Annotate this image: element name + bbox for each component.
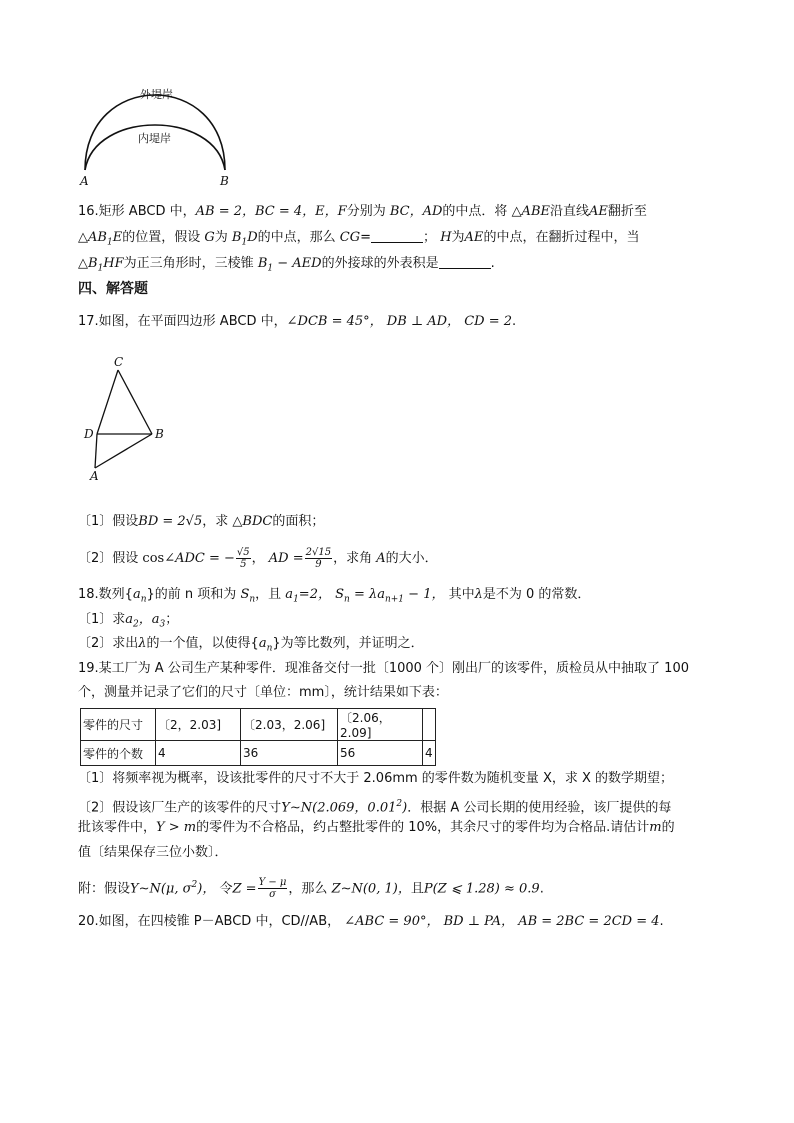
fraction-2sqrt15-over-9: $\frac{2√15}{9}$	[305, 547, 332, 570]
vertex-d-label: D	[84, 427, 94, 441]
table-cell: 零件的个数	[81, 741, 156, 766]
fraction-standardization: $\frac{Y - \mu}{\sigma}$	[258, 877, 287, 901]
q19-line2: 个，测量并记录了它们的尺寸〔单位：mm〕，统计结果如下表：	[78, 685, 448, 700]
edge-ab	[95, 434, 152, 468]
table-row	[81, 741, 436, 766]
outer-embankment-label: 外堤岸	[140, 88, 173, 101]
q19-part2-line1: 〔2〕假设该厂生产的该零件的尺寸Y∼N(2.069，0.01$^2$)．根据 A 公司长期的使用经验，该厂提供的每	[78, 799, 672, 816]
q17-part1: 〔1〕假设BD = 2√5，求 △BDC的面积；	[78, 514, 325, 529]
table-cell	[423, 709, 436, 741]
q19-part2-line3: 值〔结果保存三位小数〕．	[78, 845, 228, 860]
table-cell: 4	[156, 741, 241, 766]
q16-line2: $\triangle AB_1E$的位置，假设 G为 $B_1D$的中点，那么 CG= ； H为AE的中点，在翻折过程中，当	[78, 230, 640, 248]
point-b-label: B	[220, 174, 229, 188]
table-cell: 〔2.06，2.09]	[338, 709, 423, 741]
edge-cd	[97, 370, 118, 434]
section-heading: 四、解答题	[78, 281, 148, 297]
table-row	[81, 709, 436, 741]
q18-stem: 18.数列$\{a_n\}$的前 n 项和为 $S_n$，且 $a_1=2$， $S_n = \lambda a_{n+1} - 1$， 其中λ是不为 0 的常数．	[78, 587, 591, 605]
q16-line1: 16.矩形 ABCD 中，AB = 2，BC = 4，E，F分别为 BC，AD的中点．将 △ABE沿直线AE翻折至	[78, 204, 647, 219]
table-cell: 零件的尺寸	[81, 709, 156, 741]
size-frequency-table	[80, 708, 436, 766]
q18-part2: 〔2〕求出λ的一个值，以使得$\{a_n\}$为等比数列，并证明之．	[78, 636, 424, 654]
q19-line1: 19.某工厂为 A 公司生产某种零件．现准备交付一批〔1000 个〕刚出厂的该零件，质检员从中抽取了 100	[78, 661, 689, 676]
edge-cb	[118, 370, 152, 434]
q17-stem: 17.如图，在平面四边形 ABCD 中，∠DCB = 45°， DB ⊥ AD， CD = 2.	[78, 314, 517, 329]
q17-part2: 〔2〕假设 cos∠ADC = − $\frac{√5}{5}$ ， AD = $\frac{2√15}{9}$ ，求角 A的大小．	[78, 547, 438, 570]
q19-note: 附：假设Y∼N(μ, $\sigma^2$)， 令Z = $\frac{Y - \mu}{\sigma}$ ，那么 Z∼N(0, 1)，且P(Z ⩽ 1.28) ≈ 0.9.	[78, 877, 544, 901]
table-cell: 〔2.03，2.06]	[241, 709, 338, 741]
edge-da	[95, 434, 97, 468]
q18-part1: 〔1〕求$a_2$，$a_3$；	[78, 612, 179, 630]
table-cell: 56	[338, 741, 423, 766]
q19-part1: 〔1〕将频率视为概率，设该批零件的尺寸不大于 2.06mm 的零件数为随机变量 X，求 X 的数学期望；	[78, 771, 674, 786]
inner-embankment-label: 内堤岸	[138, 132, 171, 145]
q19-part2-line2: 批该零件中，Y > m的零件为不合格品，约占整批零件的 10%，其余尺寸的零件均为合格品.请估计m的	[78, 820, 675, 835]
vertex-b-label: B	[155, 427, 164, 441]
answer-blank-cg[interactable]	[371, 230, 423, 243]
vertex-c-label: C	[114, 355, 124, 369]
q16-line3: $\triangle B_1HF$为正三角形时，三棱锥 $B_1$ − AED的外接球的外表积是 .	[78, 256, 495, 274]
table-cell: 〔2，2.03]	[156, 709, 241, 741]
fraction-sqrt5-over-5: $\frac{√5}{5}$	[236, 547, 250, 570]
answer-blank-sphere-area[interactable]	[439, 256, 491, 269]
vertex-a-label: A	[90, 469, 99, 483]
table-cell: 36	[241, 741, 338, 766]
point-a-label: A	[80, 174, 89, 188]
table-cell: 4	[423, 741, 436, 766]
q20-stem: 20.如图，在四棱锥 P－ABCD 中，CD//AB， ∠ABC = 90°， BD ⊥ PA， AB = 2BC = 2CD = 4.	[78, 914, 664, 929]
